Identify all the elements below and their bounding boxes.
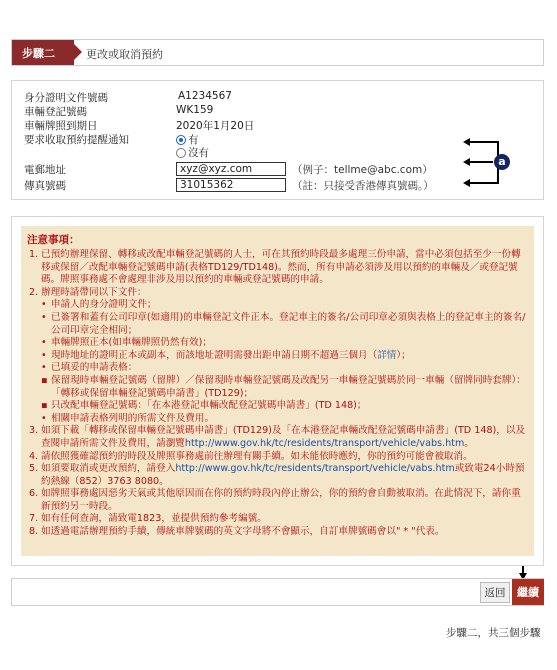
step-header [11,39,544,66]
reminder-label: 要求收取預約提醒通知 [24,134,129,146]
reminder-no-label: 沒有 [188,147,209,159]
notice-sub-item: • 車輛牌照正本(如車輛牌照仍然有效)； [27,337,528,350]
details-link[interactable]: 詳情 [377,349,397,361]
notice-item-4: 4. 請依照獲確認預約的時段及牌照事務處前往辦理有關手續。如未能依時應約，你的預約可能會被取消。 [29,450,473,462]
step-title: 更改或取消預約 [86,48,163,61]
email-field[interactable]: xyz@xyz.com [176,162,286,176]
action-bar [11,578,544,606]
step-progress-text: 步驟二，共三個步驟 [446,627,541,639]
notice-item-6: 6. 如牌照事務處因惡劣天氣或其他原因而在你的預約時段內停止辦公，你的預約會自動被取消。在此情況下，請你重新預約另一時段。 [29,488,521,512]
fax-label: 傳真號碼 [24,180,66,192]
vabs-link-2[interactable]: http://www.gov.hk/tc/residents/transport/vehicle/vabs.htm [175,463,455,475]
notice-item-1: 1. 已預約辦理保留、轉移或改配車輛登記號碼的人士，可在其預約時段最多處理三份申請，當中必須包括至少一份轉移或保留／改配車輛登記號碼申請(表格TD129/TD148)。然而，所有申請必須涉及用以預約的車輛及／或登記號碼。牌照事務處不會處理非涉及用以預約的車輛或登記號碼的申請。 [29,249,521,286]
back-button[interactable]: 返回 [480,582,510,603]
notice-sub-item: • 已填妥的申請表格： [27,362,528,375]
notice-item-2: 2. 辦理時請帶同以下文件： [29,286,147,298]
radio-selected-icon[interactable] [176,135,186,145]
notice-sub-item: • 相關申請表格列明的所需文件及費用。 [27,413,528,426]
reg-value: WK159 [176,104,214,116]
notice-content [21,226,534,556]
fax-hint: （註：只接受香港傳真號碼。） [292,180,434,192]
reminder-yes-label: 有 [188,134,199,146]
vabs-link[interactable]: http://www.gov.hk/tc/residents/transport/vehicle/vabs.htm [184,437,465,449]
callout-a-badge: a [494,154,510,170]
reminder-no-radio[interactable] [176,145,209,160]
email-label: 電郵地址 [24,164,66,176]
notice-title: 注意事項： [27,234,80,246]
id-value: A1234567 [178,90,232,102]
notice-sub-item: ▪ 保留現時車輛登記號碼（留牌）／保留現時車輛登記號碼及改配另一車輛登記號碼於同一車輛（留牌同時套牌）：「轉移或保留車輛登記號碼申請書」(TD129)； [27,375,528,400]
notice-item-8: 8. 如透過電話辦理預約手續，傳統車牌號碼的英文字母將不會顯示，自訂車牌號碼會以" * "代表。 [29,526,445,538]
booking-info-panel [11,80,544,200]
notice-sub-item: • 申請人的身分證明文件； [27,299,528,312]
id-label: 身分證明文件號碼 [24,92,108,104]
continue-button[interactable]: 繼續 [512,579,544,605]
step-tag: 步驟二 [12,40,74,65]
notice-item-7: 7. 如有任何查詢，請致電1823，並提供預約參考編號。 [29,513,267,525]
reg-label: 車輛登記號碼 [24,106,87,118]
notice-item-5: 5. 如須要取消或更改預約，請登入http://www.gov.hk/tc/residents/transport/vehicle/vabs.htm或致電24小時預約熱線（852）3763 8080。 [29,463,525,487]
expiry-value: 2020年1月20日 [176,120,255,132]
radio-unselected-icon[interactable] [176,148,186,158]
email-hint: （例子：tellme@abc.com） [292,164,433,176]
notice-sub-item: ▪ 只改配車輛登記號碼：「在本港登記車輛改配登記號碼申請書」(TD 148)； [27,400,528,413]
notice-sub-item: • 現時地址的證明正本或副本，而該地址證明需發出距申請日期不超過三個月（詳情）； [27,350,528,363]
notice-item-3: 3. 如須下載「轉移或保留車輛登記號碼申請書」(TD129)及「在本港登記車輛改配登記號碼申請書」(TD 148)，以及查閱申請所需文件及費用，請瀏覽http://www.gov.hk/tc/residents/transport/vehicle/vabs.htm。 [29,425,526,449]
expiry-label: 車輛牌照到期日 [24,120,98,132]
notice-panel [11,216,544,566]
fax-field[interactable]: 31015362 [176,178,286,192]
notice-sub-item: • 已簽署和蓋有公司印章(如適用)的車輛登記文件正本。登記車主的簽名/公司印章必須與表格上的登記車主的簽名/公司印章完全相同； [27,312,528,337]
